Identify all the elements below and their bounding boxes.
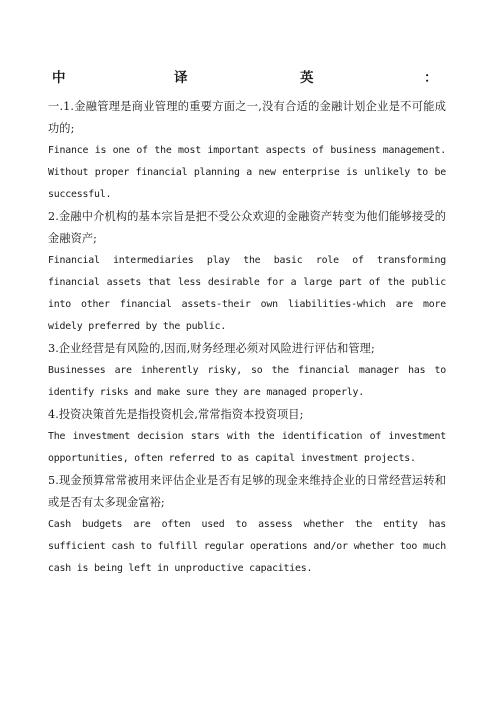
item-2-english: Financial intermediaries play the basic role of transforming financial assets that less desirable for a large part of the public into other financial assets-their own liabilities-which are more widely preferred by the public. xyxy=(48,255,446,332)
item-4-english: The investment decision stars with the identification of investment opportunities, often referred to as capital investment projects. xyxy=(48,431,446,464)
item-5-english: Cash budgets are often used to assess whether the entity has sufficient cash to fulfill regular operations and/or whether too much cash is being left in unproductive capacities. xyxy=(48,519,446,574)
heading-char-4: ： xyxy=(424,70,438,86)
item-1-english: Finance is one of the most important aspects of business management. Without proper financial planning a new enterprise is unlikely to be successful. xyxy=(48,145,446,200)
item-3-chinese: 3.企业经营是有风险的,因而,财务经理必须对风险进行评估和管理; xyxy=(48,342,375,355)
section-heading xyxy=(52,66,438,86)
document-body xyxy=(48,96,446,580)
item-5-chinese: 5.现金预算常常被用来评估企业是否有足够的现金来维持企业的日常经营运转和或是否有太多现金富裕; xyxy=(48,474,446,509)
item-3-english: Businesses are inherently risky, so the financial manager has to identify risks and make sure they are managed properly. xyxy=(48,365,446,398)
item-1-chinese: 一.1.金融管理是商业管理的重要方面之一,没有合适的金融计划企业是不可能成功的; xyxy=(48,100,446,135)
item-2-chinese: 2.金融中介机构的基本宗旨是把不受公众欢迎的金融资产转变为他们能够接受的金融资产; xyxy=(48,210,446,245)
heading-char-2: 译 xyxy=(174,70,188,86)
heading-char-1: 中 xyxy=(52,70,66,86)
item-4-chinese: 4.投资决策首先是指投资机会,常常指资本投资项目; xyxy=(48,408,304,421)
heading-char-3: 英 xyxy=(300,70,314,86)
